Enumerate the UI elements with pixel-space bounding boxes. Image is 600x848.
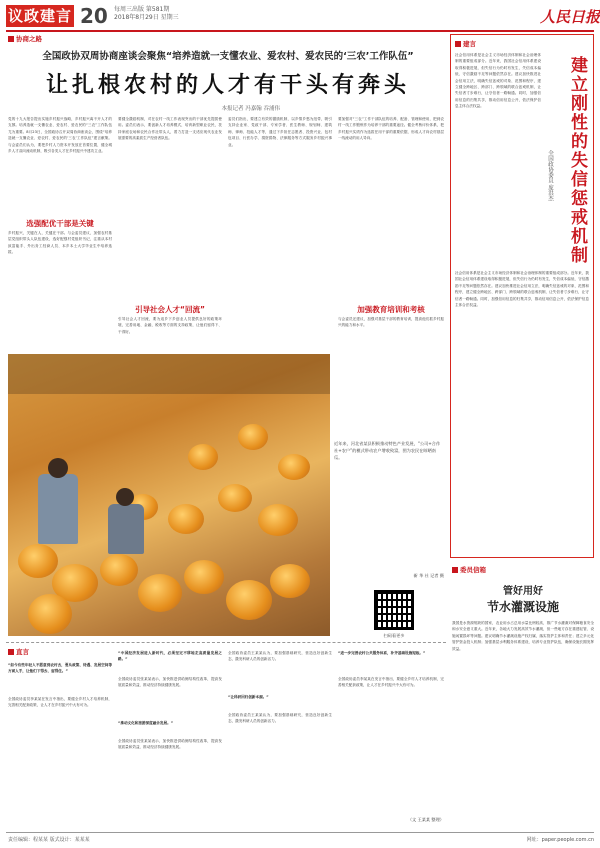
bottom-divider (6, 642, 446, 643)
article-col-4: 要加强对“三农”工作干部队伍的培养、配备、管理和使用，把到农村一线工作锻炼作为培养干部的重要途径。健全考核评价体系，把乡村振兴实绩作为选拔任用干部的重要依据，形成人才向农村基层一线流动的用人导向。 (338, 117, 444, 141)
article-col-1b: 乡村振兴，关键在人，关键在干部。与会委员建议，加强农村基层党组织带头人队伍建设，选好配强村党组织书记，注重从本村致富能手、外出务工经商人员、本乡本土大学毕业生中培养选拔。 (8, 231, 112, 255)
proposal-tag: 委员信箱 (452, 566, 486, 575)
bottom-body-5: 全国政协委员王某某认为，要加强基础研究，营造良好创新生态，激发科研人员的创新活力。 (228, 713, 332, 724)
tag-square-icon (452, 567, 458, 573)
main-tag: 协商之路 (8, 35, 42, 44)
pumpkin-farm-photo (8, 354, 330, 636)
bottom-body-4: 全国政协委员王某某认为，要加强基础研究，营造良好创新生态，激发科研人员的创新活力。 (228, 651, 332, 662)
proposal-title-1: 管好用好 (503, 586, 543, 597)
qr-caption: 扫码看更多 (383, 633, 405, 638)
main-subtitle: 全国政协双周协商座谈会聚焦“培养造就一支懂农业、爱农村、爱农民的‘三农’工作队伍” (42, 51, 414, 62)
qr-code[interactable] (374, 590, 414, 630)
main-headline: 让扎根农村的人才有干头有奔头 (45, 73, 410, 98)
issue-line: 每周三出版 第581期 (114, 6, 170, 13)
footer-right[interactable]: 网址：paper.people.com.cn (526, 837, 594, 843)
quote-5: “进一步完善农村公共服务体系，补齐基础设施短板。” (338, 651, 426, 655)
bottom-body-6: 全国政协委员李某某在发言中指出，要健全乡村人才培养机制，完善相关配套政策，让人才在乡村振兴中大有可为。 (338, 677, 444, 688)
proposal-body: 我国是水资源短缺的国家，农业用水占总用水量比例较高，推广节水灌溉对保障粮食安全和水安全意义重大。近年来，各地大力发展高效节水灌溉，但一些地方存在重建轻管、设施闲置损坏等问题。建议明确节水灌溉设施产权归属，落实管护主体和责任；建立多元化管护资金投入机制；加强基层水利服务体系建设，培养专业管护队伍，确保设施长期发挥效益。 (452, 621, 594, 651)
section-title: 议政建言 (7, 7, 72, 25)
bottom-editor: （文 王某某 整理） (407, 817, 444, 822)
footer-left: 责任编辑：程某某 版式设计：某某某 (8, 837, 90, 843)
page-number: 20 (80, 4, 108, 28)
proposal-title-2: 节水灌溉设施 (486, 600, 559, 614)
newspaper-logo: 人民日报 (540, 8, 600, 26)
bottom-body-1: 全国政协委员李某某在发言中指出，要健全乡村人才培养机制，完善相关配套政策，让人才在乡村振兴中大有可为。 (8, 697, 112, 708)
subhead-1: 选强配优干部是关键 (26, 219, 94, 228)
photo-caption: 近年来，河北省某县积极推动特色产业发展，“公司+合作社+农户”的模式带动农户增收致富，图为农民在晾晒南瓜。 (334, 441, 441, 460)
tag-square-icon (8, 649, 14, 655)
tag-square-icon (455, 41, 461, 47)
main-byline: 本报记者 冯嘉翰 吞浦伟 (221, 106, 280, 112)
article-col-2b: 引导社会人才回流，要为返乡下乡创业人员提供良好的政策环境，完善用地、金融、税收等方面的支持政策，让他们留得下、干得好。 (118, 317, 222, 334)
commentary-title: 建立刚性的失信惩戒机制 (567, 56, 587, 265)
subhead-2: 引导社会人才“回流” (135, 305, 205, 314)
commentary-body: 社会信用体系是社会主义市场经济体制和社会治理体制的重要组成部分。近年来，我国社会信用体系建设取得积极进展，但失信行为仍时有发生，失信成本偏低、守信激励不足等问题依然存在。建议加快推进社会信用立法，明确失信惩戒的对象、范围和程序，建立健全跨地区、跨部门、跨领域的联合惩戒机制，让失信者寸步难行，让守信者一路畅通。同时，加强信用信息的归集共享，推动信用信息公开，依法保护信息主体合法权益。 (455, 271, 589, 308)
quote-1: “如今有些年轻人不愿意到农村去，要从政策、待遇、发展空间等方面入手，让他们下得去、留得住。” (8, 663, 112, 674)
article-col-3: 委员们指出，要建立有效的激励机制，以乡情乡愁为纽带，吸引支持企业家、党政干部、专家学者、医生教师、规划师、建筑师、律师、技能人才等，通过下乡担任志愿者、投资兴业、包村包项目、行医办学、捐资捐物、法律服务等方式服务乡村振兴事业。 (228, 117, 332, 147)
commentary-tag: 建言 (455, 40, 476, 49)
article-col-4b: 与会委员还建议，加强对基层干部的教育培训，提高他们抓乡村振兴的能力和水平。 (338, 317, 444, 328)
article-col-1: 党的十九大报告提出实施乡村振兴战略，乡村振兴离不开人才的支撑。培养造就一支懂农业、爱农村、爱农民的“三农”工作队伍尤为重要。8月23日，全国政协召开双周协商座谈会，围绕“培养造就一支懂农业、爱农村、爱农民的‘三农’工作队伍”建言献策。与会委员们认为，要把乡村人力资本开发放在首要位置，健全城乡人才双向流动机制，吸引各类人才在乡村振兴中建功立业。 (8, 117, 112, 154)
date-line: 2018年8月29日 星期三 (114, 14, 179, 21)
commentary-body-top: 社会信用体系是社会主义市场经济体制和社会治理体制的重要组成部分。近年来，我国社会信用体系建设取得积极进展，但失信行为仍时有发生，失信成本偏低、守信激励不足等问题依然存在。建议加快推进社会信用立法，明确失信惩戒的对象、范围和程序，建立健全跨地区、跨部门、跨领域的联合惩戒机制，让失信者寸步难行，让守信者一路畅通。同时，加强信用信息的归集共享，推动信用信息公开，依法保护信息主体合法权益。 (455, 53, 541, 109)
footer-rule (6, 832, 594, 833)
commentary-author: 全国政协委员 庞洪杰 (547, 150, 553, 202)
quote-2: “中国经济发展进入新时代，必须坚定不移地走高质量发展之路。” (118, 651, 222, 662)
tag-square-icon (8, 36, 14, 42)
article-col-2: 要健全激励机制，对在农村一线工作表现突出的干部优先提拔使用。委员们表示，要创新人才培养模式，培育新型职业农民，扶持家庭农场和农民合作社带头人，着力打造一支适应现代农业发展需要的高素质生产经营者队伍。 (118, 117, 222, 141)
bottom-body-3: 全国政协委员张某某表示，加快推进供给侧结构性改革，提高发展质量和效益，推动经济持续健康发展。 (118, 739, 222, 750)
quote-3: “推动文化和旅游深度融合发展。” (118, 721, 174, 725)
photo-credit: 新 华 社 记者 摄 (413, 573, 444, 578)
subhead-3: 加强教育培训和考核 (357, 305, 425, 314)
bottom-tag: 直言 (8, 648, 29, 657)
quote-4: “让科研回归创新本源。” (228, 695, 269, 699)
header-rule (6, 30, 594, 32)
bottom-body-2: 全国政协委员张某某表示，加快推进供给侧结构性改革，提高发展质量和效益，推动经济持续健康发展。 (118, 677, 222, 688)
